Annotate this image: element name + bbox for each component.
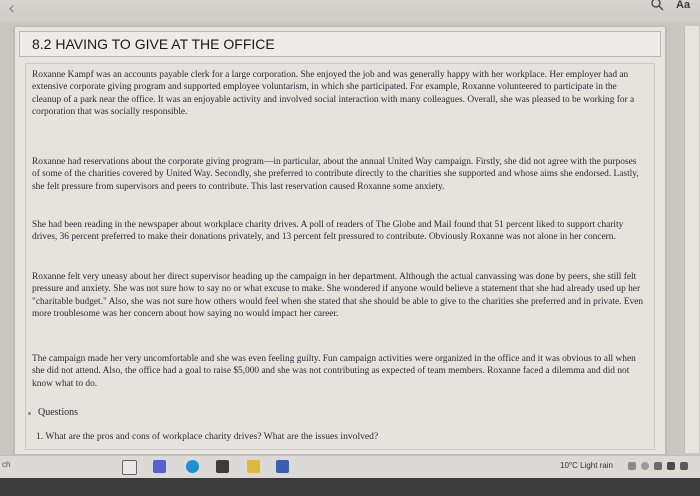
taskbar <box>0 455 700 478</box>
paragraph-4: Roxanne felt very uneasy about her direct supervisor heading up the campaign in her department. Although the actual canvassing was done by peers, she still felt pressure and anxiety. She was not sure how to say no or what excuse to make. She wondered if anyone would believe a statement that she had already used up her "charitable budget." Also, she was not sure how others would feel when she stated that she should be able to give to the charities she preferred and in private. Even more troublesome was her concern about how saying no would impact her career. <box>32 272 644 320</box>
section-title: 8.2 HAVING TO GIVE AT THE OFFICE <box>32 36 275 52</box>
ebook-page <box>14 26 666 455</box>
question-1: 1. What are the pros and cons of workplace charity drives? What are the issues involved? <box>36 431 379 442</box>
search-icon[interactable] <box>650 0 664 11</box>
taskbar-left-label: ch <box>2 460 11 469</box>
reader-toolbar <box>0 0 700 22</box>
files-icon[interactable] <box>247 460 260 473</box>
paragraph-1: Roxanne Kampf was an accounts payable clerk for a large corporation. She enjoyed the job and was generally happy with her workplace. Her employer had an extensive corporate giving program and supported employee voluntarism, in which she participated. For example, Roxanne volunteered to participate in the cleanup of a park near the office. It was an enjoyable activity and involved social interaction with many colleagues. Overall, she was pleased to be working for a corporation that was socially responsible. <box>32 70 635 118</box>
paragraph-2: Roxanne had reservations about the corporate giving program—in particular, about the annual United Way campaign. Firstly, she did not agree with the purposes of some of the charities covered by United Way. Secondly, she preferred to contribute directly to the charities she supported and whose aims she endorsed. Lastly, she felt pressure from supervisors and peers to contribute. This last reservation caused Roxanne some anxiety. <box>32 157 639 192</box>
chevron-left-icon[interactable]: ‹ <box>8 0 16 19</box>
chevron-up-icon[interactable] <box>628 462 636 470</box>
section-header <box>19 31 661 57</box>
bezel-strip <box>0 478 700 496</box>
case-content <box>25 63 655 450</box>
task-view-icon[interactable] <box>122 460 137 475</box>
cloud-icon[interactable] <box>641 462 649 470</box>
edge-icon[interactable] <box>186 460 199 473</box>
wifi-icon[interactable] <box>680 462 688 470</box>
bullet-marker <box>28 412 31 415</box>
weather-status[interactable]: 10°C Light rain <box>560 461 614 470</box>
display-icon[interactable] <box>654 462 662 470</box>
paragraph-3: She had been reading in the newspaper about workplace charity drives. A poll of readers of The Globe and Mail found that 51 percent liked to support charity drives, 36 percent preferred to make their donations privately, and 13 percent felt pressured to contribute. Obviously Roxanne was not alone in her concern. <box>32 220 624 243</box>
questions-heading: Questions <box>38 407 78 418</box>
paragraph-5: The campaign made her very uncomfortable and she was even feeling guilty. Fun campaign activities were organized in the office and it was obvious to all when she did not attend. Also, the office had a goal to raise $5,000 and she was not contributing as expected of team members. Roxanne faced a dilemma and did not know what to do. <box>32 354 636 389</box>
battery-icon[interactable] <box>667 462 675 470</box>
next-page-edge[interactable] <box>684 26 699 453</box>
store-icon[interactable] <box>216 460 229 473</box>
chat-icon[interactable] <box>153 460 166 473</box>
text-size-button[interactable]: Aa <box>676 0 691 11</box>
app-icon[interactable] <box>276 460 289 473</box>
